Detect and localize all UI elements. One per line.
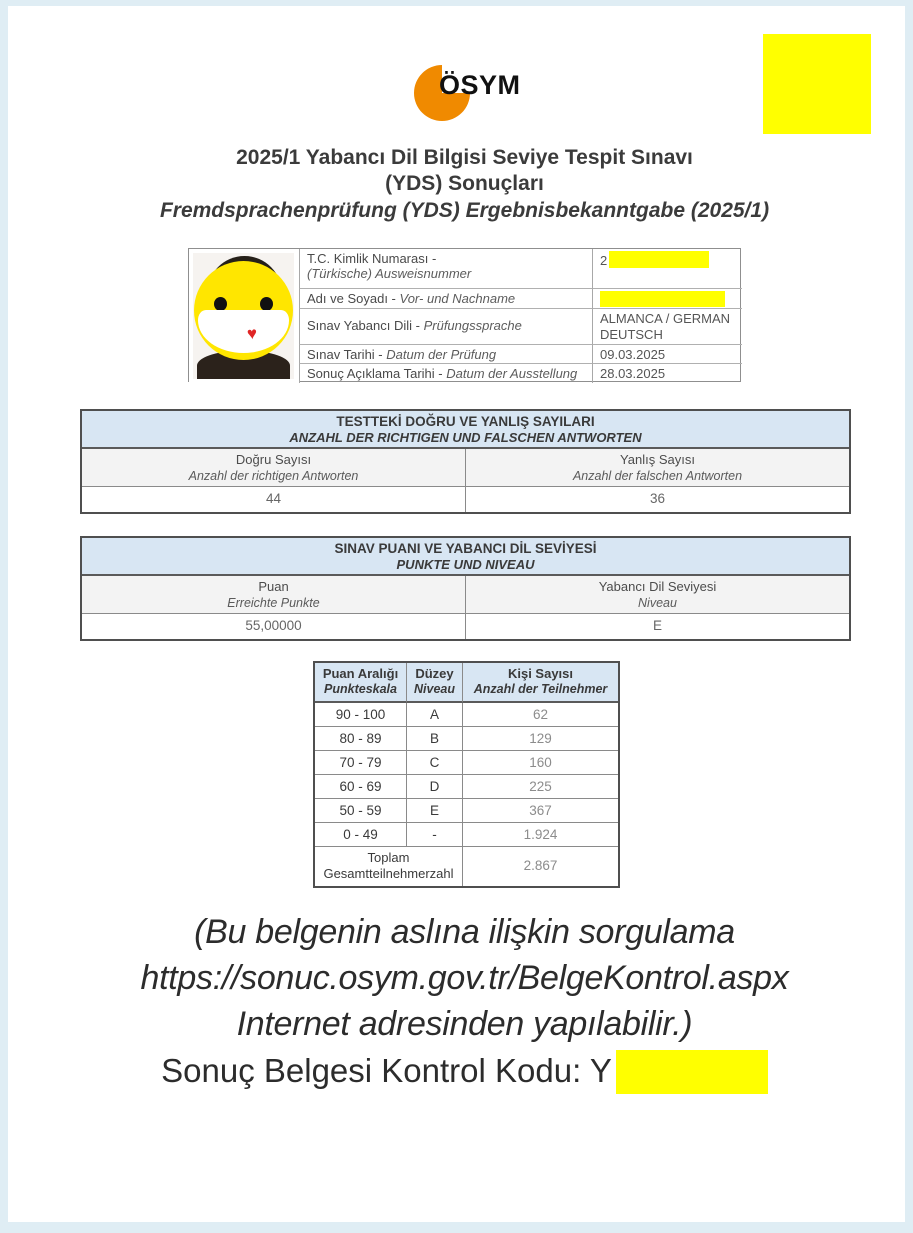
info-value-result-date: 28.03.2025 — [592, 363, 742, 383]
info-value-exam-language: ALMANCA / GERMAN DEUTSCH — [592, 308, 742, 344]
info-value-tc-id: 2 — [592, 249, 742, 288]
table-row-range: 70 - 79 — [315, 751, 406, 775]
score-distribution-table — [313, 661, 620, 888]
table-row-level: B — [406, 727, 462, 751]
title-line-1: 2025/1 Yabancı Dil Bilgisi Seviye Tespit Sınavı — [236, 146, 693, 169]
info-label-tr: Adı ve Soyadı - — [307, 291, 396, 306]
photo-background — [193, 253, 294, 379]
info-label-de: Datum der Prüfung — [386, 347, 497, 362]
table-row-range: 0 - 49 — [315, 823, 406, 847]
footer-line-3: Internet adresinden yapılabilir.) — [236, 1005, 693, 1043]
wrong-count-value: 36 — [465, 487, 849, 512]
title-subtitle-german: Fremdsprachenprüfung (YDS) Ergebnisbekanntgabe (2025/1) — [159, 199, 770, 222]
info-label-tc-id — [299, 249, 592, 288]
info-value-exam-date: 09.03.2025 — [592, 344, 742, 363]
redaction-box-id — [609, 251, 709, 268]
dist-total-value: 2.867 — [462, 847, 618, 886]
smiley-left-eye — [214, 297, 227, 311]
info-label-de: Prüfungssprache — [423, 318, 522, 333]
info-label-de: Vor- und Nachname — [399, 291, 516, 306]
header-de: ANZAHL DER RICHTIGEN UND FALSCHEN ANTWORTEN — [289, 430, 642, 445]
dist-header-level: Düzey Niveau — [406, 663, 462, 703]
info-label-de: Datum der Ausstellung — [446, 366, 578, 381]
table-row-count: 160 — [462, 751, 618, 775]
dist-total-label: Toplam Gesamtteilnehmerzahl — [323, 850, 454, 881]
info-label-tr: T.C. Kimlik Numarası - — [307, 251, 437, 266]
candidate-info-table — [188, 248, 741, 382]
correct-wrong-column-headers — [82, 449, 849, 487]
info-label-name — [299, 288, 592, 308]
document-title-block — [8, 145, 913, 224]
heart-icon: ♥ — [246, 324, 259, 344]
score-level-table — [80, 536, 851, 641]
table-row-range: 60 - 69 — [315, 775, 406, 799]
info-label-exam-language — [299, 308, 592, 344]
table-row-count: 62 — [462, 703, 618, 727]
correct-wrong-table-header — [82, 411, 849, 449]
table-row-range: 50 - 59 — [315, 799, 406, 823]
title-line-2: (YDS) Sonuçları — [385, 172, 544, 195]
table-row-count: 225 — [462, 775, 618, 799]
info-label-tr: Sınav Tarihi - — [307, 347, 383, 362]
table-row-count: 129 — [462, 727, 618, 751]
score-value: 55,00000 — [245, 618, 302, 633]
table-row-count: 1.924 — [462, 823, 618, 847]
table-row-count: 367 — [462, 799, 618, 823]
score-level-table-header — [82, 538, 849, 576]
wrong-column-header: Yanlış Sayısı Anzahl der falschen Antworten — [465, 449, 849, 486]
header-tr: TESTTEKİ DOĞRU VE YANLIŞ SAYILARI — [336, 414, 595, 429]
table-row-level: C — [406, 751, 462, 775]
level-column-header: Yabancı Dil Seviyesi Niveau — [465, 576, 849, 613]
redaction-box-top-right — [763, 34, 871, 134]
info-label-tr: Sonuç Açıklama Tarihi - — [307, 366, 443, 381]
info-label-result-date — [299, 363, 592, 383]
table-row-level: D — [406, 775, 462, 799]
footer-line-1: (Bu belgenin aslına ilişkin sorgulama — [194, 913, 735, 951]
result-document-page — [8, 6, 905, 1222]
info-label-exam-date — [299, 344, 592, 363]
correct-wrong-values-row — [82, 487, 849, 512]
control-code-label: Sonuç Belgesi Kontrol Kodu: Y — [161, 1052, 612, 1089]
level-value: E — [465, 614, 849, 639]
header-de: PUNKTE UND NIVEAU — [396, 557, 535, 572]
table-row-level: - — [406, 823, 462, 847]
table-row-level: A — [406, 703, 462, 727]
verification-footer — [8, 909, 913, 1095]
osym-logo-text: ÖSYM — [439, 70, 521, 100]
smiley-face-overlay-icon — [194, 261, 293, 360]
table-row-range: 80 - 89 — [315, 727, 406, 751]
correct-column-header: Doğru Sayısı Anzahl der richtigen Antworten — [188, 452, 359, 483]
info-value-name — [592, 288, 742, 308]
table-row-level: E — [406, 799, 462, 823]
candidate-photo — [189, 249, 299, 383]
score-column-header: Puan Erreichte Punkte — [227, 579, 320, 610]
table-row-range: 90 - 100 — [315, 703, 406, 727]
smiley-right-eye — [260, 297, 273, 311]
score-level-values-row — [82, 614, 849, 639]
footer-verification-url: https://sonuc.osym.gov.tr/BelgeKontrol.aspx — [140, 959, 789, 997]
osym-logo — [414, 63, 534, 121]
dist-header-range: Puan Aralığı Punkteskala — [315, 663, 406, 703]
redaction-box-name — [600, 291, 725, 307]
info-label-de: (Türkische) Ausweisnummer — [307, 266, 472, 281]
header-tr: SINAV PUANI VE YABANCI DİL SEVİYESİ — [334, 541, 597, 556]
smiley-mouth — [198, 310, 289, 354]
redaction-box-control-code — [616, 1050, 768, 1094]
info-label-tr: Sınav Yabancı Dili - — [307, 318, 420, 333]
dist-header-count: Kişi Sayısı Anzahl der Teilnehmer — [462, 663, 618, 703]
correct-count-value: 44 — [265, 491, 282, 506]
score-level-column-headers — [82, 576, 849, 614]
footer-control-code-line — [8, 1047, 913, 1095]
correct-wrong-table — [80, 409, 851, 514]
